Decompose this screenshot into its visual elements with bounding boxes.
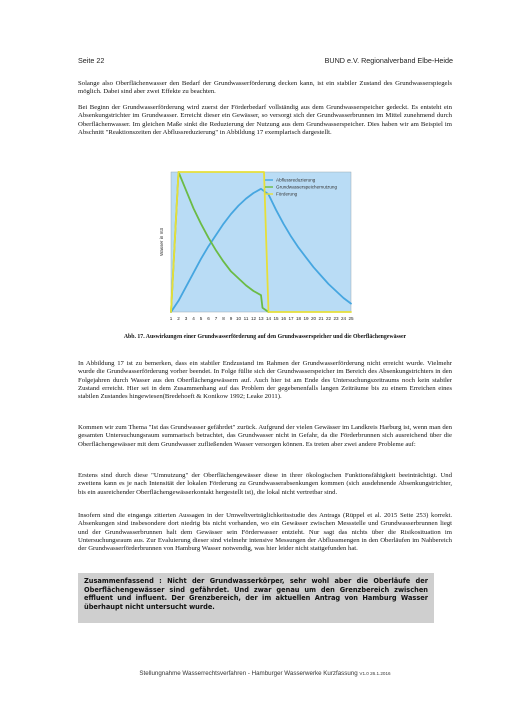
x-tick-label: 15 [273, 316, 279, 321]
x-tick-label: 2 [177, 316, 180, 321]
page-footer [78, 670, 452, 677]
x-tick-label: 4 [192, 316, 195, 321]
x-tick-label: 21 [318, 316, 324, 321]
chart [147, 170, 357, 330]
x-tick-label: 7 [214, 316, 218, 321]
x-tick-label: 1 [169, 316, 173, 321]
x-tick-label: 12 [250, 316, 257, 321]
y-axis-label: Wasser in m3 [159, 228, 164, 256]
x-tick-label: 16 [280, 316, 287, 321]
paragraph-3: In Abbildung 17 ist zu bemerken, dass ein stabiler Endzustand im Rahmen der Grundwasserförderung nicht erreicht wurde. Vielmehr wurde die Grundwasserförderung vorher beendet. In Folge füllte sich der Grundwasserspeicher im Bereich des Absenkungstrichters in den Folgejahren durch Wasser aus den Oberflächengewässern auf. Auch hier ist am Ende des Untersuchungszeitraums noch kein stabiler Zustand erreicht. Hier sei in dem Zusammenhang auf das Problem der gegebenenfalls langen Zeiträume bis zu einem Erreichen eines stabilen Zustandes hingewiesen(Bredehoeft & Konikow 1992; Leake 2011). [78, 360, 452, 401]
paragraph-4: Kommen wir zum Thema "Ist das Grundwasser gefährdet" zurück. Aufgrund der vielen Gewässer im Landkreis Harburg ist, wenn man den gesamten Untersuchungsraum summarisch betrachtet, das Grundwasser nicht in Gefahr, da die Förderbrunnen sich ausreichend über die Oberflächengewässer mit dem Grundwasser zufließenden Wasser versorgen können. Es treten aber zwei andere Probleme auf: [78, 424, 452, 448]
summary-box: Zusammenfassend : Nicht der Grundwasserkörper, sehr wohl aber die Oberläufe der Oberflächengewässer sind gefährdet. Und zwar genau um den Grenzbereich zwischen effluent und influent. Der Grenzbereich, der im aktuellen Antrag von Hamburg Wasser überhaupt nicht untersucht wurde. [78, 573, 434, 623]
x-tick-label: 9 [229, 316, 233, 321]
legend-entry: Förderung [276, 191, 298, 197]
x-tick-label: 17 [288, 316, 294, 321]
x-tick-label: 14 [265, 316, 272, 321]
x-tick-label: 19 [303, 316, 309, 321]
page-number: Seite 22 [78, 56, 105, 65]
paragraph-1: Solange also Oberflächenwasser den Bedarf der Grundwasserförderung decken kann, ist ein stabiler Zustand des Grundwasserspiegels möglich. Dabei sind aber zwei Effekte zu beachten. [78, 80, 452, 96]
x-tick-label: 5 [199, 316, 203, 321]
x-tick-label: 6 [207, 316, 210, 321]
figure-caption: Abb. 17. Auswirkungen einer Grundwasserförderung auf den Grundwasserspeicher und die Oberflächengewässer [123, 334, 407, 340]
x-tick-label: 13 [258, 316, 264, 321]
x-tick-label: 22 [325, 316, 332, 321]
paragraph-2: Bei Beginn der Grundwasserförderung wird zuerst der Förderbedarf vollständig aus dem Grundwasserspeicher gedeckt. Es entsteht ein Absenkungstrichter im Grundwasser. Erreicht dieser ein Gewässer, so versorgt sich der Grundwasserbrunnen im Mittel zunehmend durch Oberflächenwasser. Im gleichen Maße sinkt die Reduzierung der Nutzung aus dem Grundwasserspeicher. Dies haben wir am Beispiel im Abschnitt "Reaktionszeiten der Abflussreduzierung" in Abbildung 17 exemplarisch dargestellt. [78, 104, 452, 136]
legend-entry: Grundwasserspeichernutzung [276, 184, 338, 190]
x-tick-label: 18 [295, 316, 302, 321]
paragraph-5: Erstens sind durch diese "Umnutzung" der Oberflächengewässer diese in ihrer ökologischen Funktionsfähigkeit beeinträchtigt. Und zweitens kann es je nach Intensität der lokalen Förderung zu Grundwasserabsenkungen kommen (sich ausdehnende Absenkungstrichter, bis ein ausreichender Oberflächengewässerkontakt hergestellt ist), die lokal nicht vertretbar sind. [78, 472, 452, 496]
paragraph-6: Insofern sind die eingangs zitierten Aussagen in der Umweltverträglichkeitsstudie des Antrags (Rüppel et al. 2015 Seite 253) korrekt. Absenkungen sind insbesondere dort niedrig bis nicht vorhanden, wo ein Gewässer zwischen Messstelle und Grundwasserbrunnen liegt und der Grundwasserbrunnen halt dem Gewässer sein Förderwasser entzieht. Nur sagt das nichts über die Risikosituation im Untersuchungsraum aus. Zur Evaluierung dieser sind vielmehr intensive Messungen der Abflussmengen in den Oberläufen im Nahbereich der Grundwasserförderbrunnen von Hamburg Wasser notwendig, was hier leider nicht stattgefunden hat. [78, 512, 452, 553]
organization-name: BUND e.V. Regionalverband Elbe-Heide [324, 56, 453, 65]
x-tick-label: 11 [243, 316, 249, 321]
x-tick-label: 25 [348, 316, 354, 321]
x-tick-label: 23 [333, 316, 339, 321]
footer-version: V1.0 26.1.2016 [359, 671, 391, 676]
figure-17 [147, 170, 357, 330]
x-tick-label: 24 [340, 316, 347, 321]
x-tick-label: 3 [184, 316, 188, 321]
x-tick-label: 8 [222, 316, 225, 321]
footer-text: Stellungnahme Wasserrechtsverfahren - Hamburger Wasserwerke Kurzfassung [139, 670, 358, 677]
x-tick-label: 20 [310, 316, 317, 321]
legend-entry: Abflussreduzierung [276, 177, 316, 183]
x-tick-label: 10 [235, 316, 242, 321]
